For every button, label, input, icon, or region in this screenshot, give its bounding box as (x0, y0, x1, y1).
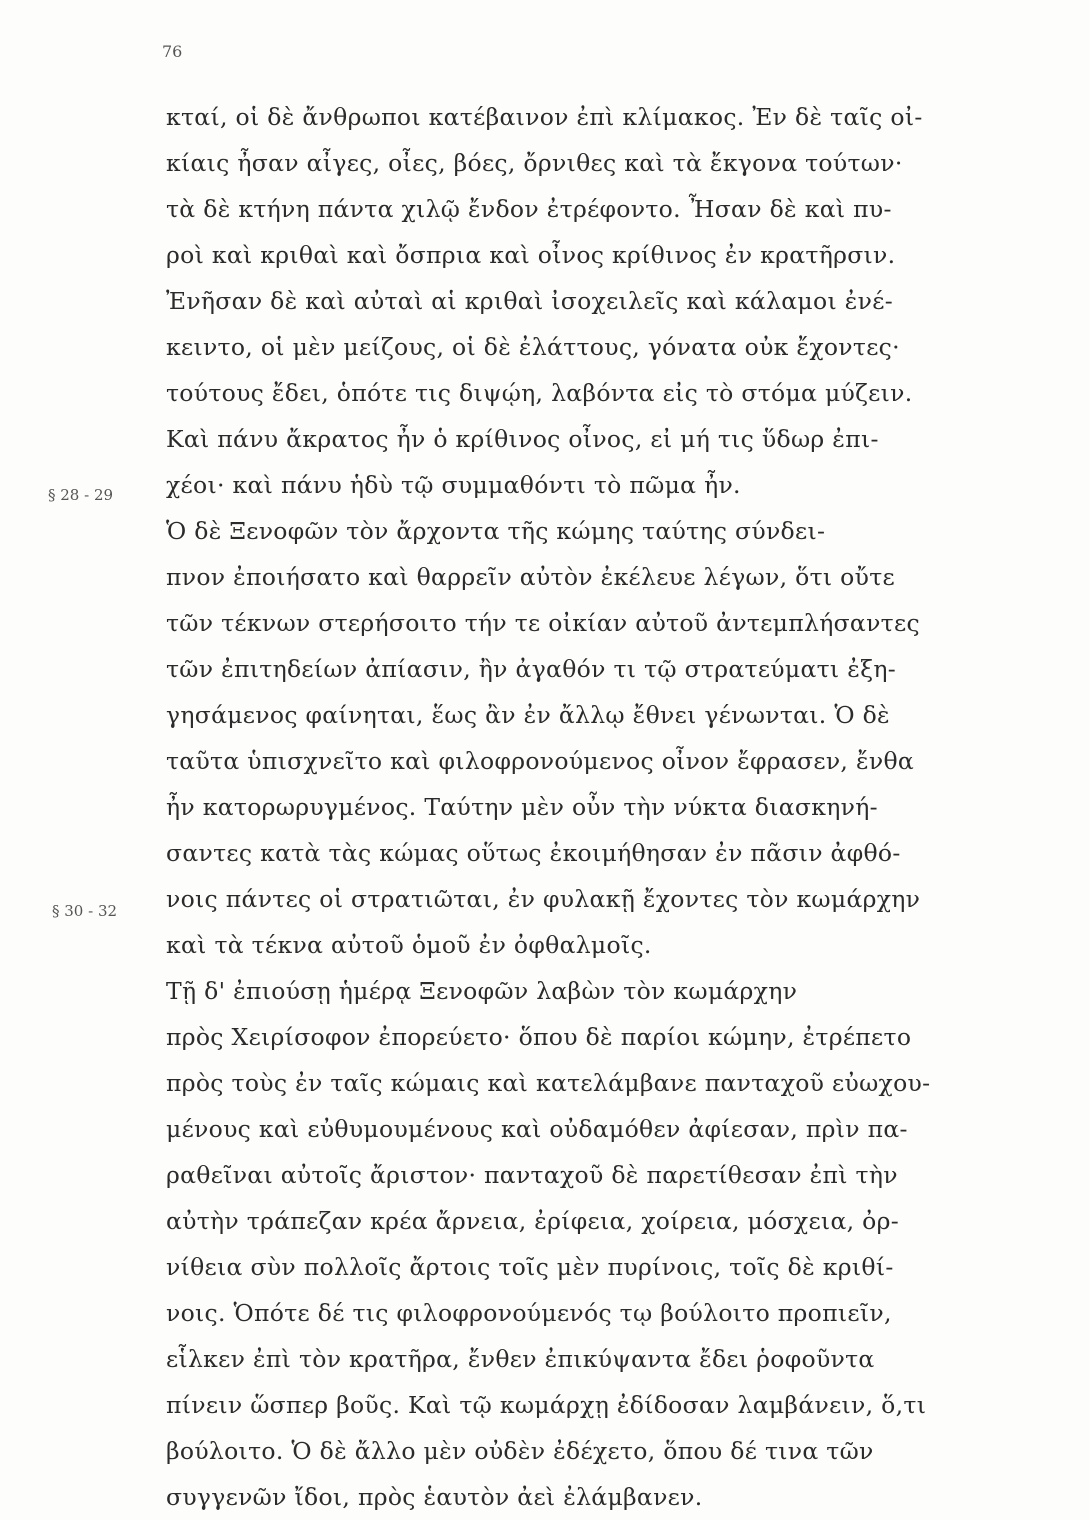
text-line: ροὶ καὶ κριθαὶ καὶ ὄσπρια καὶ οἶνος κρίθινος ἐν κρατῆρσιν. (166, 241, 896, 269)
text-line: πνον ἐποιήσατο καὶ θαρρεῖν αὐτὸν ἐκέλευε λέγων, ὅτι οὔτε (166, 563, 895, 591)
text-line: μένους καὶ εὐθυμουμένους καὶ οὐδαμόθεν ἀφίεσαν, πρὶν πα- (166, 1115, 908, 1143)
text-line: γησάμενος φαίνηται, ἕως ἂν ἐν ἄλλῳ ἔθνει γένωνται. Ὁ δὲ (166, 701, 890, 729)
text-line: Ὁ δὲ Ξενοφῶν τὸν ἄρχοντα τῆς κώμης ταύτης σύνδει- (166, 517, 826, 545)
text-line: χέοι· καὶ πάνυ ἡδὺ τῷ συμμαθόντι τὸ πῶμα ἦν. (166, 471, 741, 499)
text-line: εἷλκεν ἐπὶ τὸν κρατῆρα, ἔνθεν ἐπικύψαντα ἔδει ῥοφοῦντα (166, 1345, 875, 1373)
text-line: νοις πάντες οἱ στρατιῶται, ἐν φυλακῇ ἔχοντες τὸν κωμάρχην (166, 885, 921, 913)
text-line: Ἐνῆσαν δὲ καὶ αὐταὶ αἱ κριθαὶ ἰσοχειλεῖς καὶ κάλαμοι ἐνέ- (166, 287, 893, 315)
text-line: σαντες κατὰ τὰς κώμας οὕτως ἐκοιμήθησαν ἐν πᾶσιν ἀφθό- (166, 839, 901, 867)
text-line: κίαις ἦσαν αἶγες, οἶες, βόες, ὄρνιθες καὶ τὰ ἔκγονα τούτων· (166, 149, 903, 177)
text-line: καὶ τὰ τέκνα αὐτοῦ ὁμοῦ ἐν ὀφθαλμοῖς. (166, 931, 652, 959)
section-marker: § 30 - 32 (52, 902, 118, 920)
text-line: πίνειν ὥσπερ βοῦς. Καὶ τῷ κωμάρχῃ ἐδίδοσαν λαμβάνειν, ὅ,τι (166, 1391, 927, 1419)
text-line: τῶν τέκνων στερήσοιτο τήν τε οἰκίαν αὐτοῦ ἀντεμπλήσαντες (166, 609, 920, 637)
text-line: νίθεια σὺν πολλοῖς ἄρτοις τοῖς μὲν πυρίνοις, τοῖς δὲ κριθί- (166, 1253, 894, 1281)
text-line: κταί, οἱ δὲ ἄνθρωποι κατέβαινον ἐπὶ κλίμακος. Ἐν δὲ ταῖς οἰ- (166, 103, 923, 131)
text-line: ταῦτα ὑπισχνεῖτο καὶ φιλοφρονούμενος οἶνον ἔφρασεν, ἔνθα (166, 747, 915, 775)
text-line: Καὶ πάνυ ἄκρατος ἦν ὁ κρίθινος οἶνος, εἰ μή τις ὕδωρ ἐπι- (166, 425, 879, 453)
text-line: νοις. Ὁπότε δέ τις φιλοφρονούμενός τῳ βούλοιτο προπιεῖν, (166, 1299, 892, 1327)
page-number: 76 (162, 42, 183, 61)
text-line: τούτους ἔδει, ὁπότε τις διψῴη, λαβόντα εἰς τὸ στόμα μύζειν. (166, 379, 913, 407)
text-line: τὰ δὲ κτήνη πάντα χιλῷ ἔνδον ἐτρέφοντο. Ἦσαν δὲ καὶ πυ- (166, 195, 892, 223)
text-line: ραθεῖναι αὐτοῖς ἄριστον· πανταχοῦ δὲ παρετίθεσαν ἐπὶ τὴν (166, 1161, 898, 1189)
text-line: Τῇ δ' ἐπιούσῃ ἡμέρᾳ Ξενοφῶν λαβὼν τὸν κωμάρχην (166, 977, 798, 1005)
text-line: πρὸς τοὺς ἐν ταῖς κώμαις καὶ κατελάμβανε πανταχοῦ εὐωχου- (166, 1069, 931, 1097)
text-line: βούλοιτο. Ὁ δὲ ἄλλο μὲν οὐδὲν ἐδέχετο, ὅπου δέ τινα τῶν (166, 1437, 874, 1465)
text-line: κειντο, οἱ μὲν μείζους, οἱ δὲ ἐλάττους, γόνατα οὐκ ἔχοντες· (166, 333, 900, 361)
text-line: τῶν ἐπιτηδείων ἀπίασιν, ἢν ἀγαθόν τι τῷ στρατεύματι ἐξη- (166, 655, 896, 683)
text-line: πρὸς Χειρίσοφον ἐπορεύετο· ὅπου δὲ παρίοι κώμην, ἐτρέπετο (166, 1023, 912, 1051)
text-line: ἦν κατορωρυγμένος. Ταύτην μὲν οὖν τὴν νύκτα διασκηνή- (166, 793, 878, 821)
body-text (166, 94, 1044, 1520)
text-line: συγγενῶν ἴδοι, πρὸς ἑαυτὸν ἀεὶ ἐλάμβανεν. (166, 1483, 703, 1511)
section-marker: § 28 - 29 (48, 486, 114, 504)
text-line: αὐτὴν τράπεζαν κρέα ἄρνεια, ἐρίφεια, χοίρεια, μόσχεια, ὀρ- (166, 1207, 899, 1235)
